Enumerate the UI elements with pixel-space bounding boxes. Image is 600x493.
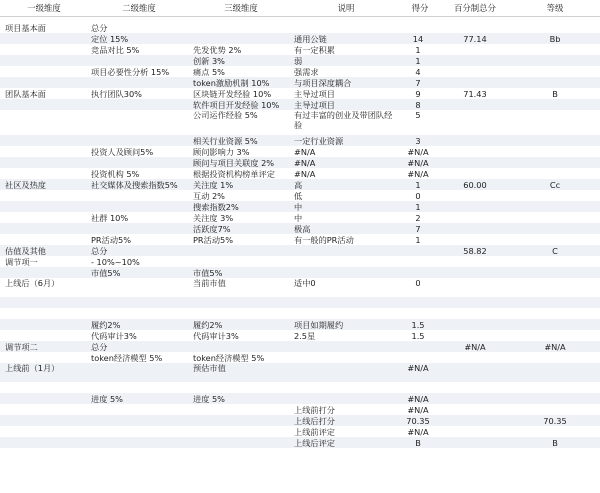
cell-level1: 社区及热度 [5, 179, 46, 190]
cell-grade: Cc [549, 179, 561, 190]
cell-level2: 履约2% [91, 319, 121, 330]
table-row [0, 382, 600, 393]
cell-score: 1 [415, 44, 421, 55]
cell-level3: 预估市值 [193, 363, 226, 373]
cell-level3: 代码审计3% [193, 330, 239, 341]
cell-level3: 先发优势 2% [193, 44, 242, 55]
table-row [0, 179, 600, 190]
cell-grade: Bb [549, 33, 561, 44]
table-row [0, 168, 600, 179]
cell-grade: 70.35 [543, 415, 567, 426]
cell-level3: 软件项目开发经验 10% [193, 99, 280, 110]
cell-score: 7 [415, 77, 421, 88]
cell-level2: 代码审计3% [91, 330, 137, 341]
cell-level3: 搜索指数2% [193, 201, 239, 212]
cell-description: 中 [294, 201, 303, 212]
header-level1: 一级维度 [27, 3, 61, 13]
header-score: 得分 [411, 3, 429, 13]
table-row [0, 99, 600, 110]
cell-level2: token经济模型 5% [91, 352, 163, 363]
cell-level1: 调节项二 [5, 341, 38, 352]
cell-percent-total: 60.00 [463, 179, 487, 190]
cell-level1: 上线前（1月） [5, 363, 60, 373]
cell-level2: 市值5% [91, 267, 121, 278]
cell-score: 1 [415, 55, 421, 66]
cell-level2: 总分 [91, 341, 108, 352]
cell-score: 2 [415, 212, 421, 223]
cell-score: #N/A [407, 426, 429, 437]
table-row [0, 55, 600, 66]
cell-score: #N/A [407, 157, 429, 168]
cell-grade: B [552, 88, 558, 99]
table-row [0, 22, 600, 33]
table-row [0, 66, 600, 77]
cell-level2: 投资人及顾问5% [91, 146, 154, 157]
cell-level3: 互动 2% [193, 190, 225, 201]
cell-score: #N/A [407, 393, 429, 404]
cell-description: 有过丰富的创业及带团队经验 [294, 110, 393, 130]
cell-grade: #N/A [544, 341, 566, 352]
cell-score: #N/A [407, 146, 429, 157]
cell-level1: 调节项一 [5, 256, 38, 267]
cell-description: 极高 [294, 223, 311, 234]
cell-level1: 项目基本面 [5, 22, 46, 33]
table-row [0, 110, 600, 135]
cell-level3: token激励机制 10% [193, 77, 270, 88]
table-row [0, 234, 600, 245]
table-row [0, 245, 600, 256]
cell-level2: 总分 [91, 22, 108, 33]
table-row [0, 33, 600, 44]
cell-level2: 总分 [91, 245, 108, 256]
cell-level2: 定位 15% [91, 33, 129, 44]
header-percent-total: 百分制总分 [454, 3, 496, 13]
cell-level3: 区块链开发经验 10% [193, 88, 272, 99]
cell-percent-total: 58.82 [463, 245, 487, 256]
cell-score: 3 [415, 135, 421, 146]
cell-level2: 执行团队30% [91, 88, 142, 99]
cell-level3: 创新 3% [193, 55, 225, 66]
cell-description: 上线前评定 [294, 426, 335, 437]
cell-percent-total: #N/A [464, 341, 486, 352]
table-row [0, 256, 600, 267]
header-row [0, 0, 600, 17]
cell-level3: 根据投资机构榜单评定 [193, 168, 275, 179]
cell-level3: 痛点 5% [193, 66, 225, 77]
cell-score: 1 [415, 234, 421, 245]
cell-score: 1.5 [411, 319, 425, 330]
cell-description: 通用公链 [294, 33, 327, 44]
cell-description: 主导过项目 [294, 99, 335, 110]
table-row [0, 330, 600, 341]
cell-description: 上线后评定 [294, 437, 335, 448]
table-row [0, 308, 600, 319]
table-row [0, 201, 600, 212]
cell-description: 项目如期履约 [294, 319, 344, 330]
cell-level3: 进度 5% [193, 393, 225, 404]
cell-level2: 竞品对比 5% [91, 44, 140, 55]
cell-score: 70.35 [406, 415, 430, 426]
cell-score: 0 [415, 190, 421, 201]
cell-score: #N/A [407, 363, 429, 373]
cell-score: 5 [415, 110, 421, 120]
cell-level3: token经济模型 5% [193, 352, 265, 363]
cell-grade: B [552, 437, 558, 448]
cell-level3: 顾问与项目关联度 2% [193, 157, 275, 168]
table-row [0, 415, 600, 426]
header-grade: 等级 [546, 3, 564, 13]
cell-level3: 公司运作经验 5% [193, 110, 258, 120]
cell-level2: 项目必要性分析 15% [91, 66, 170, 77]
cell-level3: 关注度 3% [193, 212, 234, 223]
cell-description: 一定行业资源 [294, 135, 344, 146]
cell-level3: PR活动5% [193, 234, 233, 245]
cell-description: 高 [294, 179, 303, 190]
table-row [0, 157, 600, 168]
cell-description: 与项目深度耦合 [294, 77, 352, 88]
cell-level2: 社交媒体及搜索指数5% [91, 179, 178, 190]
table-row [0, 77, 600, 88]
cell-description: 主导过项目 [294, 88, 335, 99]
table-row [0, 190, 600, 201]
cell-description: #N/A [294, 157, 316, 168]
cell-level3: 履约2% [193, 319, 223, 330]
table-row [0, 393, 600, 404]
cell-description: #N/A [294, 168, 316, 179]
header-level3: 三级维度 [224, 3, 258, 13]
cell-percent-total: 71.43 [463, 88, 487, 99]
cell-level2: 进度 5% [91, 393, 123, 404]
cell-level3: 当前市值 [193, 278, 226, 288]
cell-description: 2.5星 [294, 330, 316, 341]
cell-score: 8 [415, 99, 421, 110]
table-row [0, 341, 600, 352]
cell-score: 7 [415, 223, 421, 234]
table-row [0, 437, 600, 448]
cell-level3: 市值5% [193, 267, 223, 278]
header-level2: 二级维度 [122, 3, 156, 13]
cell-level1: 团队基本面 [5, 88, 46, 99]
cell-level2: 投资机构 5% [91, 168, 140, 179]
cell-level1: 估值及其他 [5, 245, 46, 256]
table-row [0, 404, 600, 415]
cell-description: 低 [294, 190, 303, 201]
table-row [0, 223, 600, 234]
cell-description: 中 [294, 212, 303, 223]
cell-score: 1.5 [411, 330, 425, 341]
table-row [0, 135, 600, 146]
cell-score: 14 [412, 33, 424, 44]
cell-description: 弱 [294, 55, 303, 66]
table-row [0, 278, 600, 297]
table-row [0, 44, 600, 55]
table-row [0, 212, 600, 223]
cell-description: 适中0 [294, 278, 316, 288]
table-row [0, 297, 600, 308]
cell-description: 有一定积累 [294, 44, 335, 55]
table-row [0, 146, 600, 157]
cell-grade: C [552, 245, 558, 256]
cell-score: 1 [415, 179, 421, 190]
cell-score: 1 [415, 201, 421, 212]
cell-level3: 相关行业资源 5% [193, 135, 258, 146]
table-row [0, 319, 600, 330]
cell-percent-total: 77.14 [463, 33, 487, 44]
cell-level3: 顾问影响力 3% [193, 146, 250, 157]
cell-score: 0 [415, 278, 421, 288]
cell-description: 强需求 [294, 66, 319, 77]
header-description: 说明 [337, 3, 355, 13]
cell-level3: 活跃度7% [193, 223, 231, 234]
cell-description: 有一般的PR活动 [294, 234, 354, 245]
table-row [0, 352, 600, 363]
table-row [0, 363, 600, 382]
cell-description: 上线后打分 [294, 415, 335, 426]
cell-score: #N/A [407, 404, 429, 415]
table-row [0, 267, 600, 278]
table-row [0, 88, 600, 99]
cell-level2: PR活动5% [91, 234, 131, 245]
cell-score: B [415, 437, 421, 448]
cell-level3: 关注度 1% [193, 179, 234, 190]
cell-description: #N/A [294, 146, 316, 157]
cell-score: 9 [415, 88, 421, 99]
table-row [0, 426, 600, 437]
cell-score: #N/A [407, 168, 429, 179]
cell-score: 4 [415, 66, 421, 77]
cell-description: 上线前打分 [294, 404, 335, 415]
cell-level1: 上线后（6月） [5, 278, 60, 288]
cell-level2: 社群 10% [91, 212, 129, 223]
cell-level2: - 10%~10% [91, 256, 140, 267]
